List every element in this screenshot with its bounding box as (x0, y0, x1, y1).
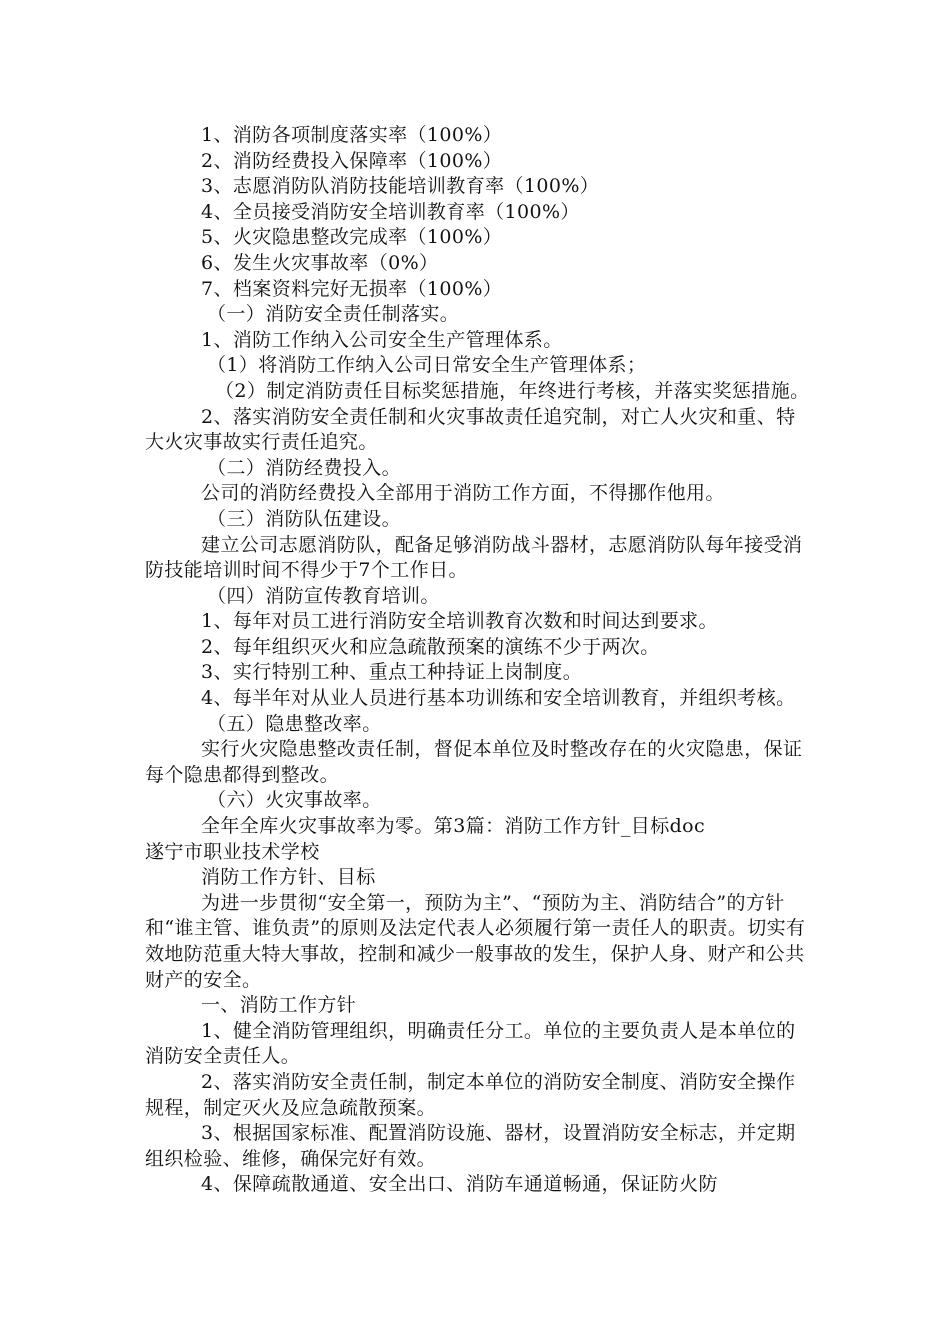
paragraph: 2、消防经费投入保障率（100%） (201, 149, 503, 172)
paragraph: 1、消防各项制度落实率（100%） (201, 124, 503, 146)
paragraph: 6、发生火灾事故率（0%） (201, 251, 439, 274)
paragraph: 4、全员接受消防安全培训教育率（100%） (201, 200, 580, 223)
section-heading: （一）消防安全责任制落实。 (207, 303, 460, 326)
section-heading: （三）消防队伍建设。 (207, 507, 402, 530)
paragraph: 3、根据国家标准、配置消防设施、器材，设置消防安全标志，并定期组织检验、维修，确保完好有效。 (145, 1122, 796, 1170)
section-heading: （五）隐患整改率。 (207, 712, 382, 735)
paragraph: 1、消防工作纳入公司安全生产管理体系。 (201, 328, 563, 351)
paragraph: 2、每年组织灭火和应急疏散预案的演练不少于两次。 (201, 635, 660, 658)
section-heading: （四）消防宣传教育培训。 (207, 584, 440, 607)
school-name: 遂宁市职业技术学校 (145, 840, 320, 863)
paragraph: 5、火灾隐患整改完成率（100%） (201, 226, 503, 249)
paragraph: 实行火灾隐患整改责任制，督促本单位及时整改存在的火灾隐患，保证每个隐患都得到整改。 (145, 738, 803, 786)
paragraph: 3、志愿消防队消防技能培训教育率（100%） (201, 175, 600, 198)
paragraph: 2、落实消防安全责任制和火灾事故责任追究制，对亡人火灾和重、特大火灾事故实行责任追究。 (145, 405, 796, 454)
paragraph: 4、每半年对从业人员进行基本功训练和安全培训教育，并组织考核。 (201, 687, 796, 710)
paragraph: 1、健全消防管理组织，明确责任分工。单位的主要负责人是本单位的消防安全责任人。 (145, 1019, 796, 1068)
paragraph: （1）将消防工作纳入公司日常安全生产管理体系； (207, 354, 647, 377)
paragraph: 2、落实消防安全责任制，制定本单位的消防安全制度、消防安全操作规程，制定灭火及应急疏散预案。 (145, 1070, 796, 1119)
section-heading: 一、消防工作方针 (201, 994, 357, 1017)
paragraph: 全年全库火灾事故率为零。第3篇：消防工作方针_目标doc (201, 815, 706, 838)
paragraph: 公司的消防经费投入全部用于消防工作方面，不得挪作他用。 (201, 482, 725, 505)
paragraph: 3、实行特别工种、重点工种持证上岗制度。 (201, 661, 583, 684)
paragraph: 1、每年对员工进行消防安全培训教育次数和时间达到要求。 (201, 610, 718, 633)
paragraph: 7、档案资料完好无损率（100%） (201, 277, 503, 300)
paragraph: 4、保障疏散通道、安全出口、消防车通道畅通，保证防火防 (201, 1173, 718, 1196)
section-heading: （二）消防经费投入。 (207, 456, 402, 479)
paragraph: 建立公司志愿消防队，配备足够消防战斗器材，志愿消防队每年接受消防技能培训时间不得少于7个工作日。 (145, 533, 803, 582)
paragraph: （2）制定消防责任目标奖惩措施，年终进行考核，并落实奖惩措施。 (215, 379, 810, 402)
section-heading: （六）火灾事故率。 (207, 789, 382, 812)
document-body (145, 123, 810, 1198)
paragraph: 为进一步贯彻“安全第一，预防为主”、“预防为主、消防结合”的方针和“谁主管、谁负责”的原则及法定代表人必须履行第一责任人的职责。切实有效地防范重大特大事故，控制和减少一般事故的发生，保护人身、财产和公共财产的安全。 (145, 891, 806, 991)
document-title: 消防工作方针、目标 (201, 866, 376, 889)
